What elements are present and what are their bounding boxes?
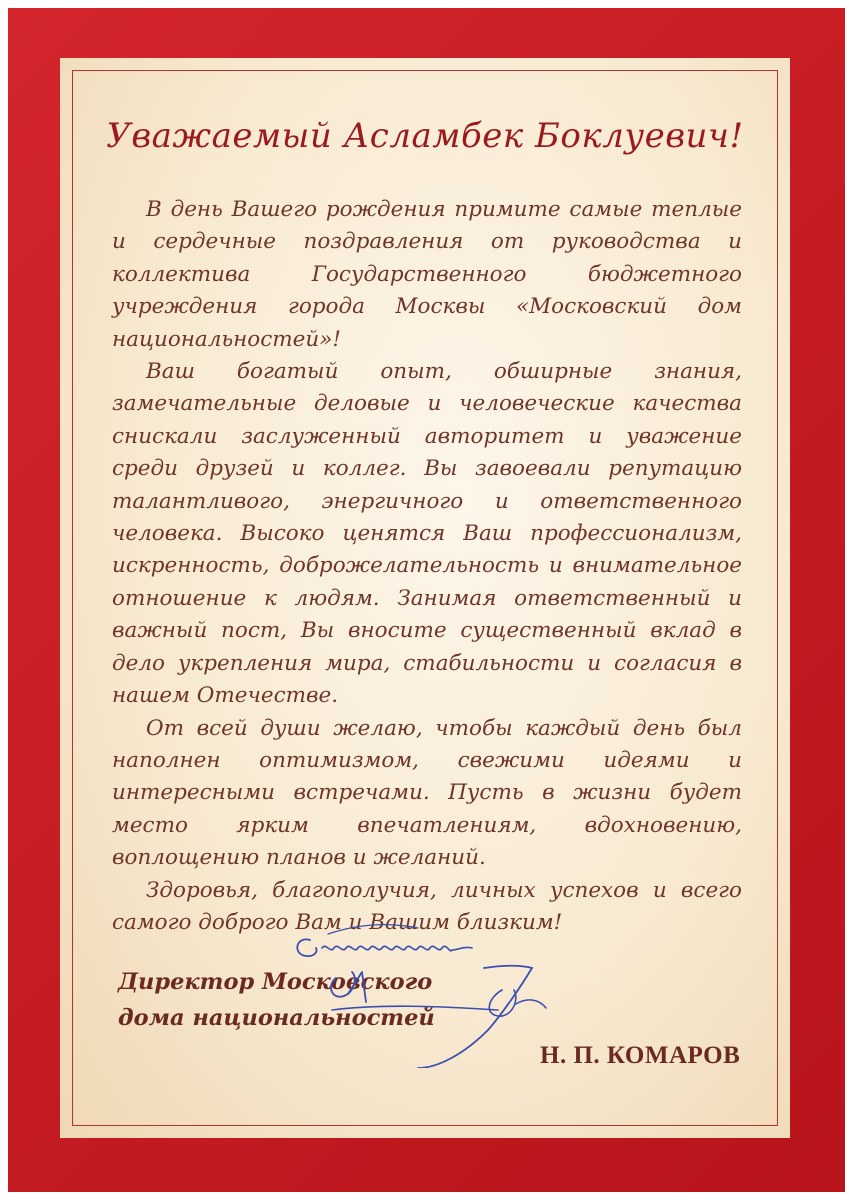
red-frame [8,8,845,1192]
signatory-name: Н. П. КОМАРОВ [540,1042,741,1069]
letter-greeting: Уважаемый Асламбек Боклуевич! [106,116,744,156]
paragraph-praise: Ваш богатый опыт, обширные знания, замечательные деловые и человеческие качества снискали заслуженный авторитет и уважение среди друзей и коллег. Вы завоевали репутацию талантливого, энергичного и ответственного человека. Высоко ценятся Ваш профессионализм, искренность, доброжелательность и внимательное отношение к людям. Занимая ответственный и важный пост, Вы вносите существенный вклад в дело укрепления мира, стабильности и согласия в нашем Отечестве. [112,359,742,709]
letter-body [112,194,742,939]
paragraph-birthday-wishes: В день Вашего рождения примите самые теплые и сердечные поздравления от руководства и коллектива Государственного бюджетного учреждения города Москвы «Московский дом национальностей»! [112,197,742,352]
letter-panel [60,58,790,1138]
signatory-title-line2: дома национальностей [118,1005,435,1031]
signatory-title-line1: Директор Московского [118,969,433,995]
paragraph-closing: Здоровья, благополучия, личных успехов и всего самого доброго Вам и Вашим близким! [112,877,742,935]
paragraph-wishes: От всей души желаю, чтобы каждый день был наполнен оптимизмом, свежими идеями и интересными встречами. Пусть в жизни будет место ярким впечатлениям, вдохновению, воплощению планов и желаний. [112,715,742,871]
